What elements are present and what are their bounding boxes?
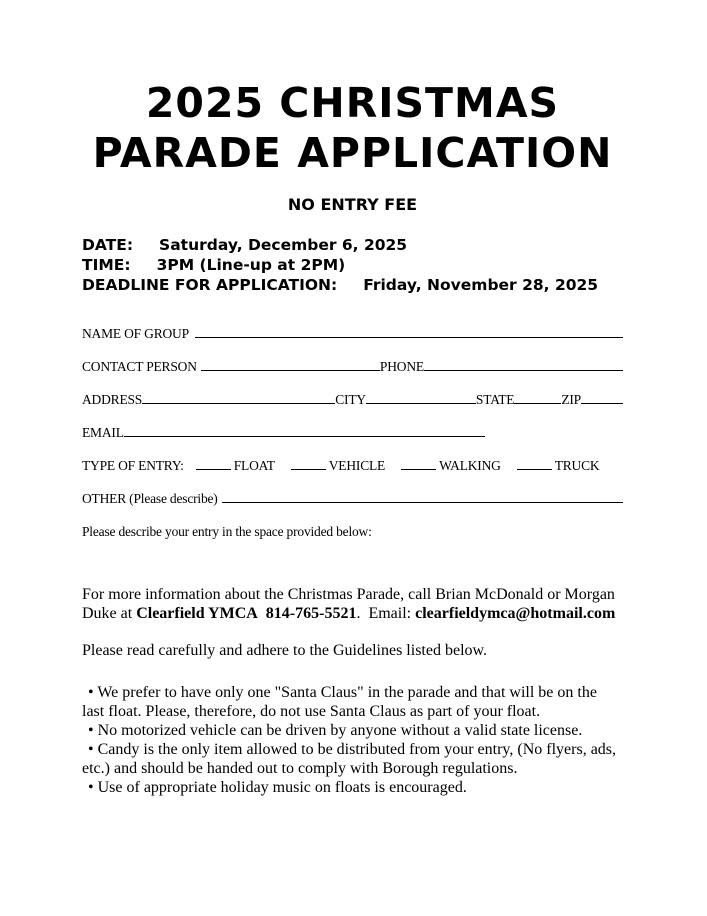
no-entry-fee-subtitle: NO ENTRY FEE [287, 195, 418, 214]
date-label: DATE: [82, 236, 134, 254]
address-row [82, 392, 623, 408]
guidelines-list [82, 683, 623, 797]
contact-info-text: For more information about the Christmas Parade, call Brian McDonald or Morgan Duke at [82, 586, 615, 622]
state-label: STATE [475, 392, 515, 407]
bullet-icon: • [88, 684, 94, 701]
entry-type-truck-label: TRUCK [554, 458, 600, 473]
contact-person-blank-line [201, 370, 380, 371]
email-row [82, 425, 623, 441]
float-blank-line [196, 469, 231, 470]
type-of-entry-row [82, 458, 623, 474]
bullet-icon: • [88, 779, 94, 796]
guideline-motorized-vehicle [82, 721, 623, 740]
vehicle-blank-line [291, 469, 326, 470]
event-date-row [82, 235, 623, 255]
walking-blank-line [401, 469, 436, 470]
name-of-group-row [82, 326, 623, 342]
name-of-group-blank-line [195, 337, 623, 338]
event-deadline-row [82, 275, 623, 295]
phone-label: PHONE [379, 359, 424, 374]
city-blank-line [366, 403, 476, 404]
entry-type-float-label: FLOAT [233, 458, 275, 473]
zip-blank-line [581, 403, 623, 404]
event-time-row [82, 255, 623, 275]
entry-type-vehicle-label: VEHICLE [328, 458, 386, 473]
contact-person-label: CONTACT PERSON [82, 359, 197, 374]
zip-label: ZIP [561, 392, 581, 407]
contact-info-paragraph [82, 585, 623, 623]
ymca-email-bold: clearfieldymca@hotmail.com [415, 605, 616, 622]
other-label: OTHER (Please describe) [82, 491, 218, 506]
other-row [82, 491, 623, 507]
describe-entry-prompt: Please describe your entry in the space provided below: [82, 524, 372, 539]
address-label: ADDRESS [82, 392, 143, 407]
other-blank-line [222, 502, 623, 503]
deadline-label: DEADLINE FOR APPLICATION: [82, 276, 338, 294]
guideline-text: No motorized vehicle can be driven by anyone without a valid state license. [97, 722, 583, 739]
guideline-santa-claus [82, 683, 623, 721]
guideline-text: Use of appropriate holiday music on floats is encouraged. [97, 779, 467, 796]
type-of-entry-label: TYPE OF ENTRY: [82, 458, 184, 473]
guideline-text: We prefer to have only one "Santa Claus" in the parade and that will be on the last float. Please, therefore, do not use Santa Claus as part of your float. [82, 684, 597, 720]
date-value: Saturday, December 6, 2025 [159, 236, 408, 254]
truck-blank-line [517, 469, 552, 470]
document-title-line2: PARADE APPLICATION [92, 129, 613, 177]
event-details [82, 235, 623, 295]
entry-type-walking-label: WALKING [439, 458, 501, 473]
contact-info-mid: . Email: [356, 605, 416, 622]
bullet-icon: • [88, 741, 94, 758]
deadline-value: Friday, November 28, 2025 [363, 276, 599, 294]
document-title [82, 78, 623, 178]
guideline-text: Candy is the only item allowed to be distributed from your entry, (No flyers, ads, etc.) and should be handed out to comply with Borough regulations. [82, 741, 617, 777]
application-form [82, 326, 623, 540]
bullet-icon: • [88, 722, 94, 739]
ymca-phone-bold: Clearfield YMCA 814-765-5521 [136, 605, 357, 622]
name-of-group-label: NAME OF GROUP [82, 326, 189, 341]
email-blank-line [124, 436, 485, 437]
document-title-line1: 2025 CHRISTMAS [145, 79, 560, 127]
address-blank-line [142, 403, 335, 404]
time-label: TIME: [82, 256, 131, 274]
state-blank-line [514, 403, 561, 404]
guideline-holiday-music [82, 778, 623, 797]
email-label: EMAIL [82, 425, 124, 440]
time-value: 3PM (Line-up at 2PM) [156, 256, 346, 274]
phone-blank-line [424, 370, 623, 371]
guidelines-intro: Please read carefully and adhere to the Guidelines listed below. [82, 642, 488, 659]
city-label: CITY [335, 392, 366, 407]
contact-person-row [82, 359, 623, 375]
guideline-candy-only [82, 740, 623, 778]
